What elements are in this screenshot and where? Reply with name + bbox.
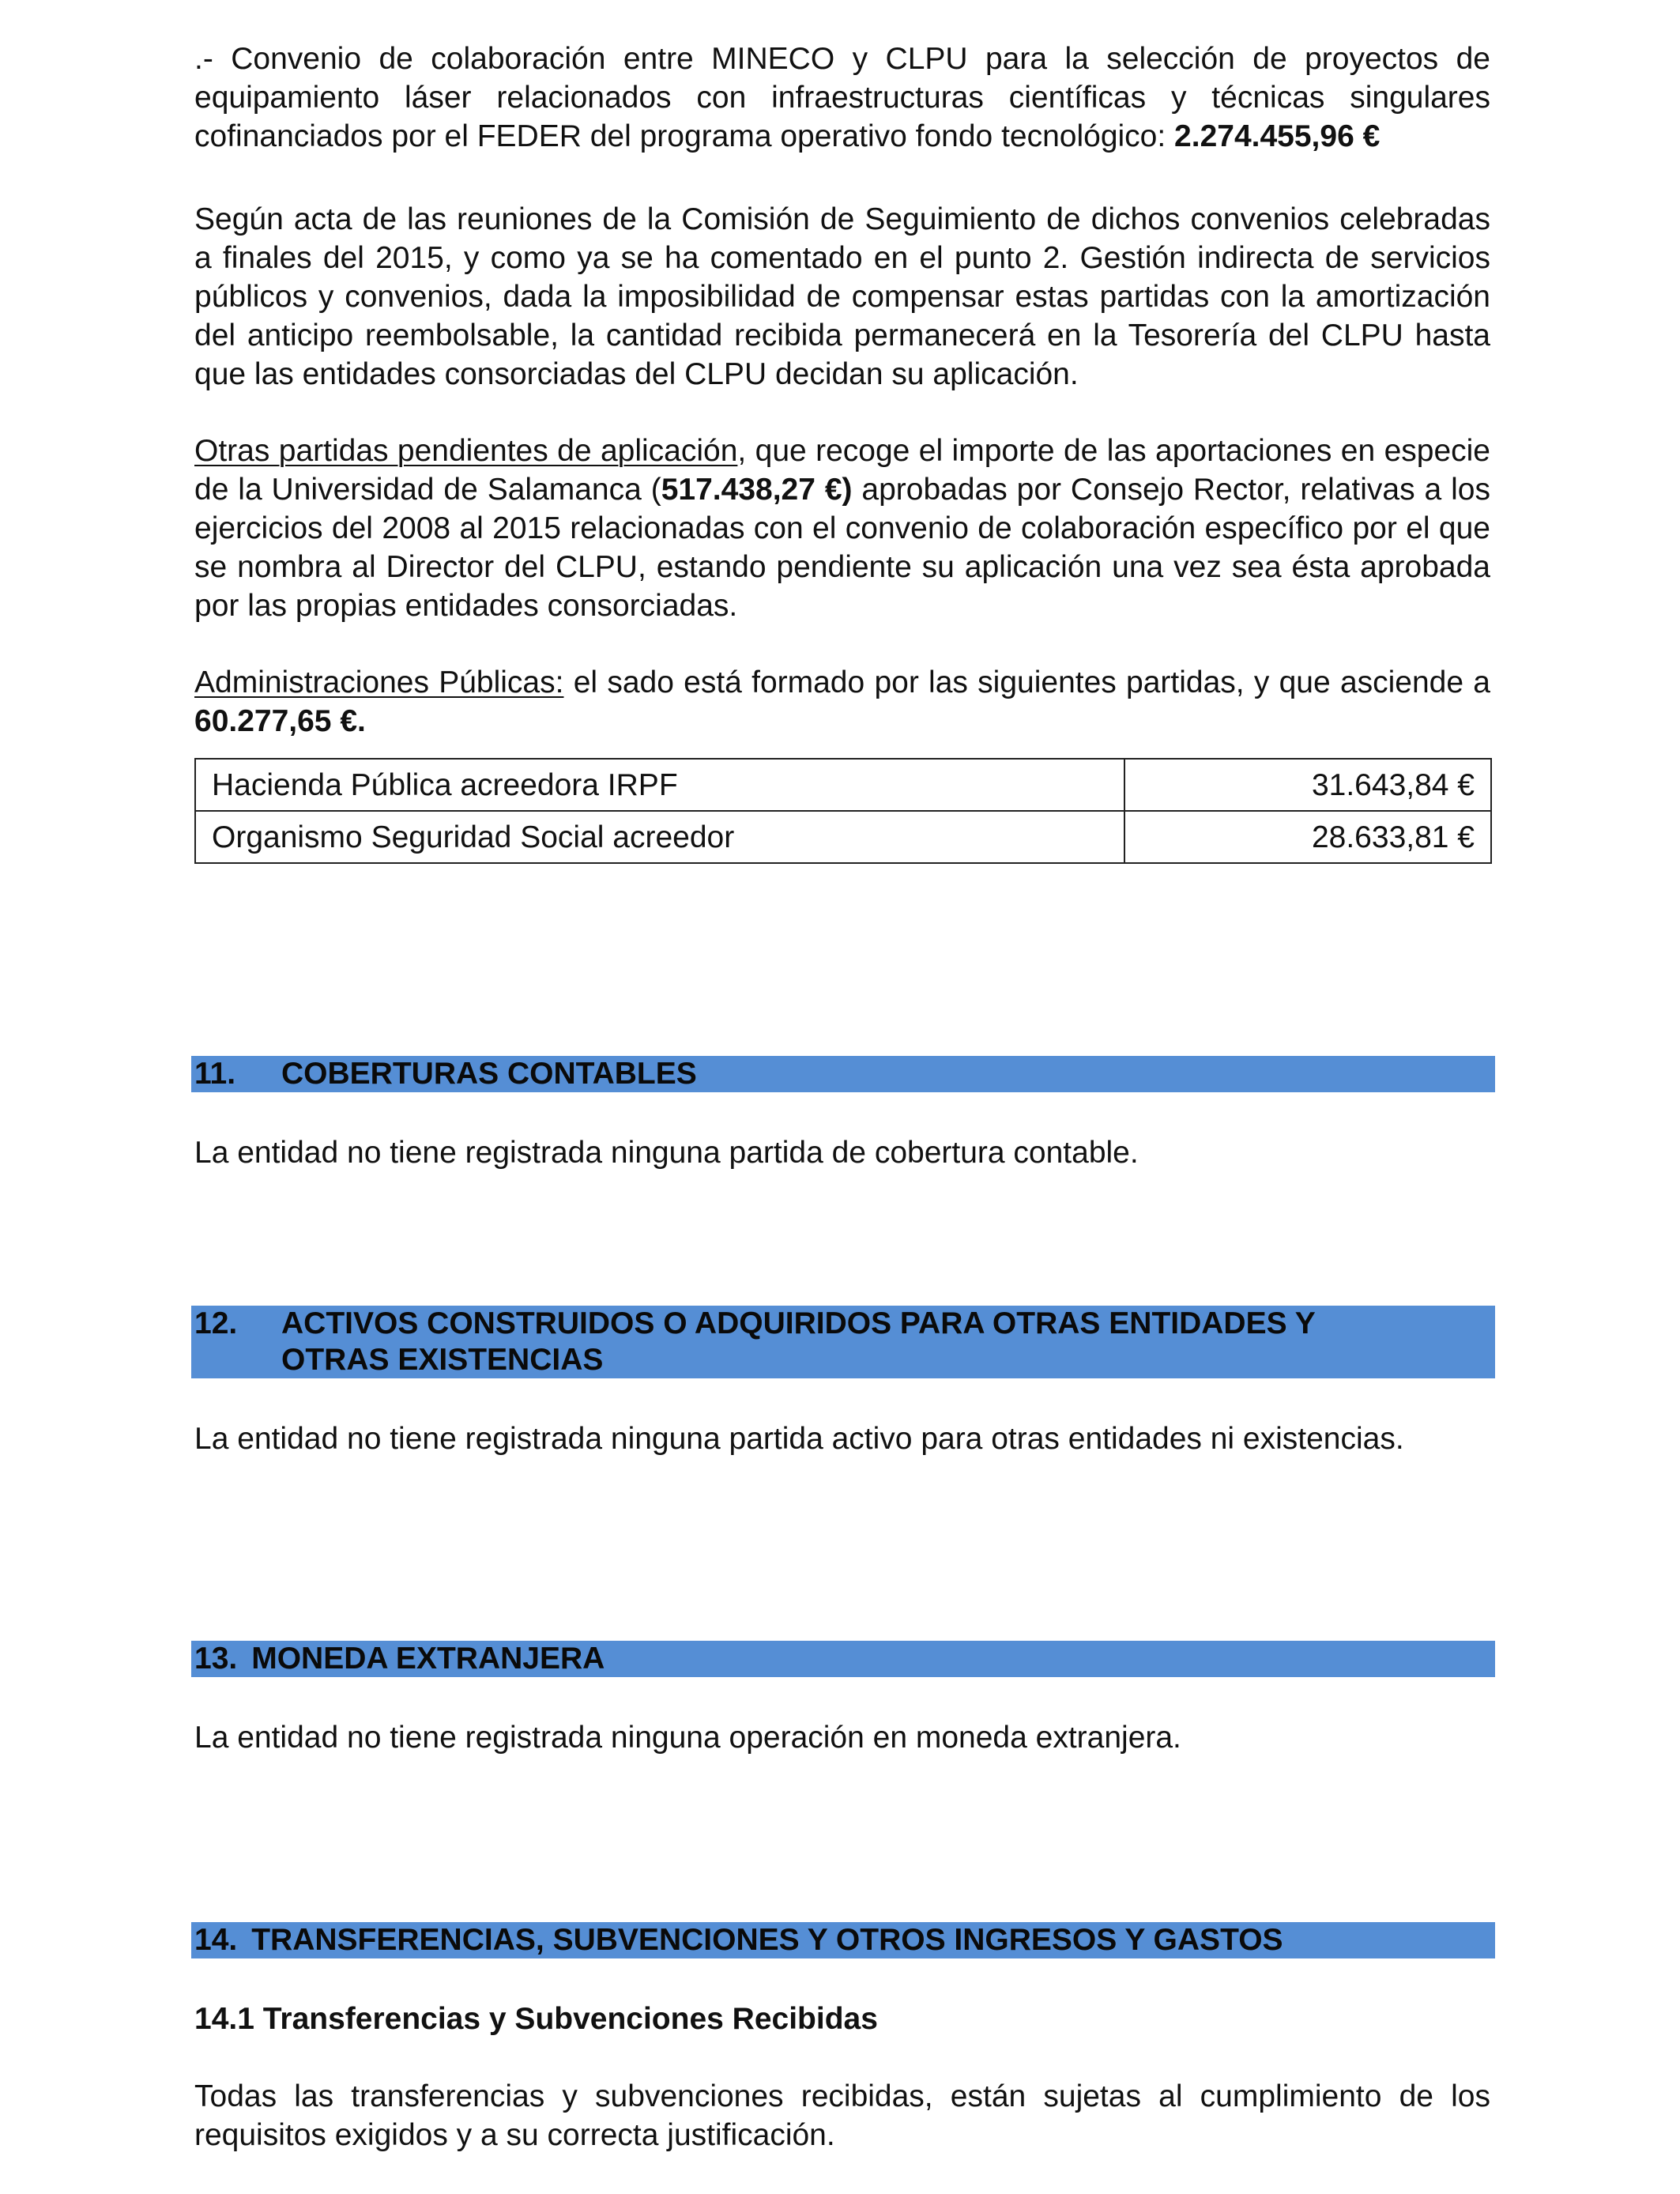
segun-acta-paragraph: Según acta de las reuniones de la Comisión de Seguimiento de dichos convenios celebradas a finales del 2015, y como ya se ha comentado en el punto 2. Gestión indirecta de servicios públicos y convenios, dada la imposibilidad de compensar estas partidas con la amortización del anticipo reembolsable, la cantidad recibida permanecerá en la Tesorería del CLPU hasta que las entidades consorciadas del CLPU decidan su aplicación. [194,202,1490,391]
administraciones-title: Administraciones Públicas: [194,665,564,699]
section-14-title: TRANSFERENCIAS, SUBVENCIONES Y OTROS INGRESOS Y GASTOS [251,1923,1283,1957]
section-12-body: La entidad no tiene registrada ninguna partida activo para otras entidades ni existencias. [194,1422,1404,1456]
convenio-text: .- Convenio de colaboración entre MINECO y CLPU para la selección de proyectos de equipamiento láser relacionados con infraestructuras científicas y técnicas singulares cofinanciados por el FEDER del programa operativo fondo tecnológico: [194,42,1490,153]
section-13-body: La entidad no tiene registrada ninguna operación en moneda extranjera. [194,1721,1181,1755]
convenio-amount: 2.274.455,96 € [1174,119,1381,153]
section-12-title-line2: OTRAS EXISTENCIAS [281,1343,604,1377]
section-11-heading [191,1056,1495,1092]
section-14-heading [191,1922,1495,1958]
section-11-body: La entidad no tiene registrada ninguna partida de cobertura contable. [194,1136,1139,1170]
section-13-number: 13. [194,1642,238,1676]
table-row [195,759,1491,811]
section-12-number: 12. [194,1306,238,1340]
table-row [195,811,1491,863]
administraciones-amount: 60.277,65 €. [194,704,366,738]
section-11-title: COBERTURAS CONTABLES [281,1057,697,1091]
otras-partidas-paragraph [194,432,1490,625]
section-14-body: Todas las transferencias y subvenciones recibidas, están sujetas al cumplimiento de los requisitos exigidos y a su correcta justificación. [194,2079,1490,2152]
section-11-number: 11. [194,1057,236,1091]
section-13-heading [191,1641,1495,1677]
administraciones-table [194,758,1492,864]
table-cell-label: Hacienda Pública acreedora IRPF [195,759,1124,811]
otras-partidas-text-b: aprobadas por Consejo Rector, relativas a los ejercicios del 2008 al 2015 relacionadas con el convenio de colaboración específico por el que se nombra al Director del CLPU, estando pendiente su aplicación una vez sea ésta aprobada por las propias entidades consorciadas. [194,473,1490,623]
otras-partidas-amount: 517.438,27 €) [661,473,853,507]
administraciones-paragraph [194,663,1490,741]
otras-partidas-title: Otras partidas pendientes de aplicación [194,434,738,468]
section-13-title: MONEDA EXTRANJERA [251,1642,605,1676]
administraciones-text: el sado está formado por las siguientes partidas, y que asciende a [563,665,1491,699]
convenio-paragraph [194,40,1490,156]
otras-partidas-text-a: , que recoge el importe de las aportaciones en especie de la Universidad de Salamanca ( [194,434,1490,507]
table-cell-label: Organismo Seguridad Social acreedor [195,811,1124,863]
section-14-1-subtitle: 14.1 Transferencias y Subvenciones Recibidas [194,2002,878,2036]
section-14-number: 14. [194,1923,238,1957]
document-page [194,40,1490,864]
section-12-title-line1: ACTIVOS CONSTRUIDOS O ADQUIRIDOS PARA OTRAS ENTIDADES Y [281,1306,1316,1340]
section-12-heading [191,1306,1495,1378]
table-cell-value: 28.633,81 € [1124,811,1491,863]
table-cell-value: 31.643,84 € [1124,759,1491,811]
